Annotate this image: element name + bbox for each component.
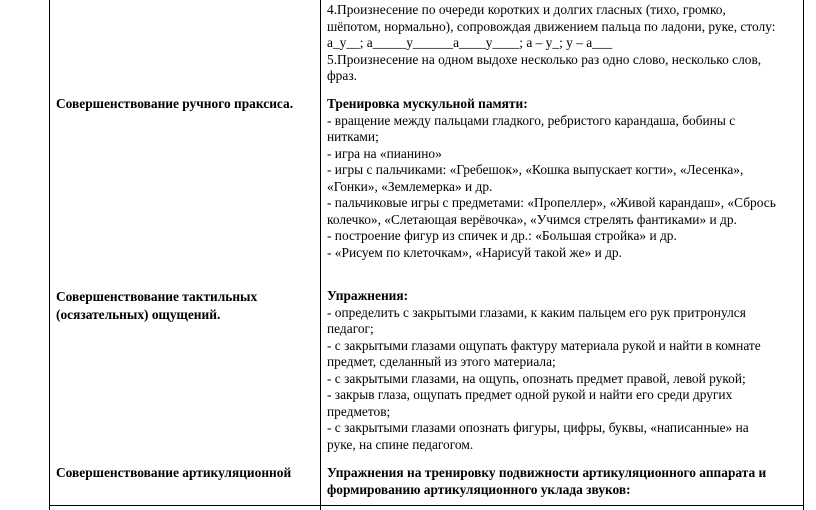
label-articulation: Совершенствование артикуляционной xyxy=(56,465,292,480)
list-item: колечко», «Слетающая верёвочка», «Учимся стрелять фантиками» и др. xyxy=(327,211,737,227)
list-item: - «Рисуем по клеточкам», «Нарисуй такой же» и др. xyxy=(327,244,622,260)
text-line: шёпотом, нормально), сопровождая движением пальца по ладони, руке, столу: xyxy=(327,18,776,34)
list-item: - пальчиковые игры с предметами: «Пропеллер», «Живой карандаш», «Сбрось xyxy=(327,195,776,211)
list-item: - с закрытыми глазами, на ощупь, опознать предмет правой, левой рукой; xyxy=(327,370,746,386)
table-border-right xyxy=(803,0,804,510)
exercises-heading: Упражнения: xyxy=(327,288,409,303)
list-item: «Гонки», «Землемерка» и др. xyxy=(327,178,493,194)
list-item: нитками; xyxy=(327,129,379,145)
list-item: предметов; xyxy=(327,403,391,419)
right-column-articulation xyxy=(327,464,797,498)
list-item: руке, на спине педагогом. xyxy=(327,436,474,452)
list-item: - определить с закрытыми глазами, к каким пальцем его рук притронулся xyxy=(327,304,746,320)
list-item: - игры с пальчиками: «Гребешок», «Кошка выпускает когти», «Лесенка», xyxy=(327,162,744,178)
label-tactile xyxy=(56,288,257,324)
table-border-middle xyxy=(320,0,321,510)
list-item: предмет, сделанный из этого материала; xyxy=(327,354,556,370)
right-column-exercises xyxy=(327,288,797,453)
articulation-heading-line1: Упражнения на тренировку подвижности артикуляционного аппарата и xyxy=(327,465,767,480)
list-item: - игра на «пианино» xyxy=(327,145,442,161)
list-item: - закрыв глаза, ощупать предмет одной рукой и найти его среди других xyxy=(327,387,733,403)
label-praxis: Совершенствование ручного праксиса. xyxy=(56,96,294,111)
list-item: - с закрытыми глазами опознать фигуры, цифры, буквы, «написанные» на xyxy=(327,420,749,436)
text-line: 5.Произнесение на одном выдохе несколько раз одно слово, несколько слов, xyxy=(327,51,762,67)
label-tactile-line1: Совершенствование тактильных xyxy=(56,289,258,304)
right-column-top xyxy=(327,2,797,85)
articulation-heading-line2: формированию артикуляционного уклада звуков: xyxy=(327,482,631,497)
right-column-memory xyxy=(327,96,797,261)
text-line: фраз. xyxy=(327,68,357,84)
list-item: - вращение между пальцами гладкого, ребристого карандаша, бобины с xyxy=(327,112,736,128)
text-line: 4.Произнесение по очереди коротких и долгих гласных (тихо, громко, xyxy=(327,2,726,17)
table-border-bottom xyxy=(49,505,804,506)
table-border-left xyxy=(49,0,50,510)
memory-heading: Тренировка мускульной памяти: xyxy=(327,96,528,111)
label-tactile-line2: (осязательных) ощущений. xyxy=(56,307,221,322)
list-item: педагог; xyxy=(327,321,374,337)
vowel-pattern-line: а_у__; а_____у______а____у____; а – у_; у – а___ xyxy=(327,35,613,51)
list-item: - с закрытыми глазами ощупать фактуру материала рукой и найти в комнате xyxy=(327,337,761,353)
list-item: - построение фигур из спичек и др.: «Большая стройка» и др. xyxy=(327,228,677,244)
